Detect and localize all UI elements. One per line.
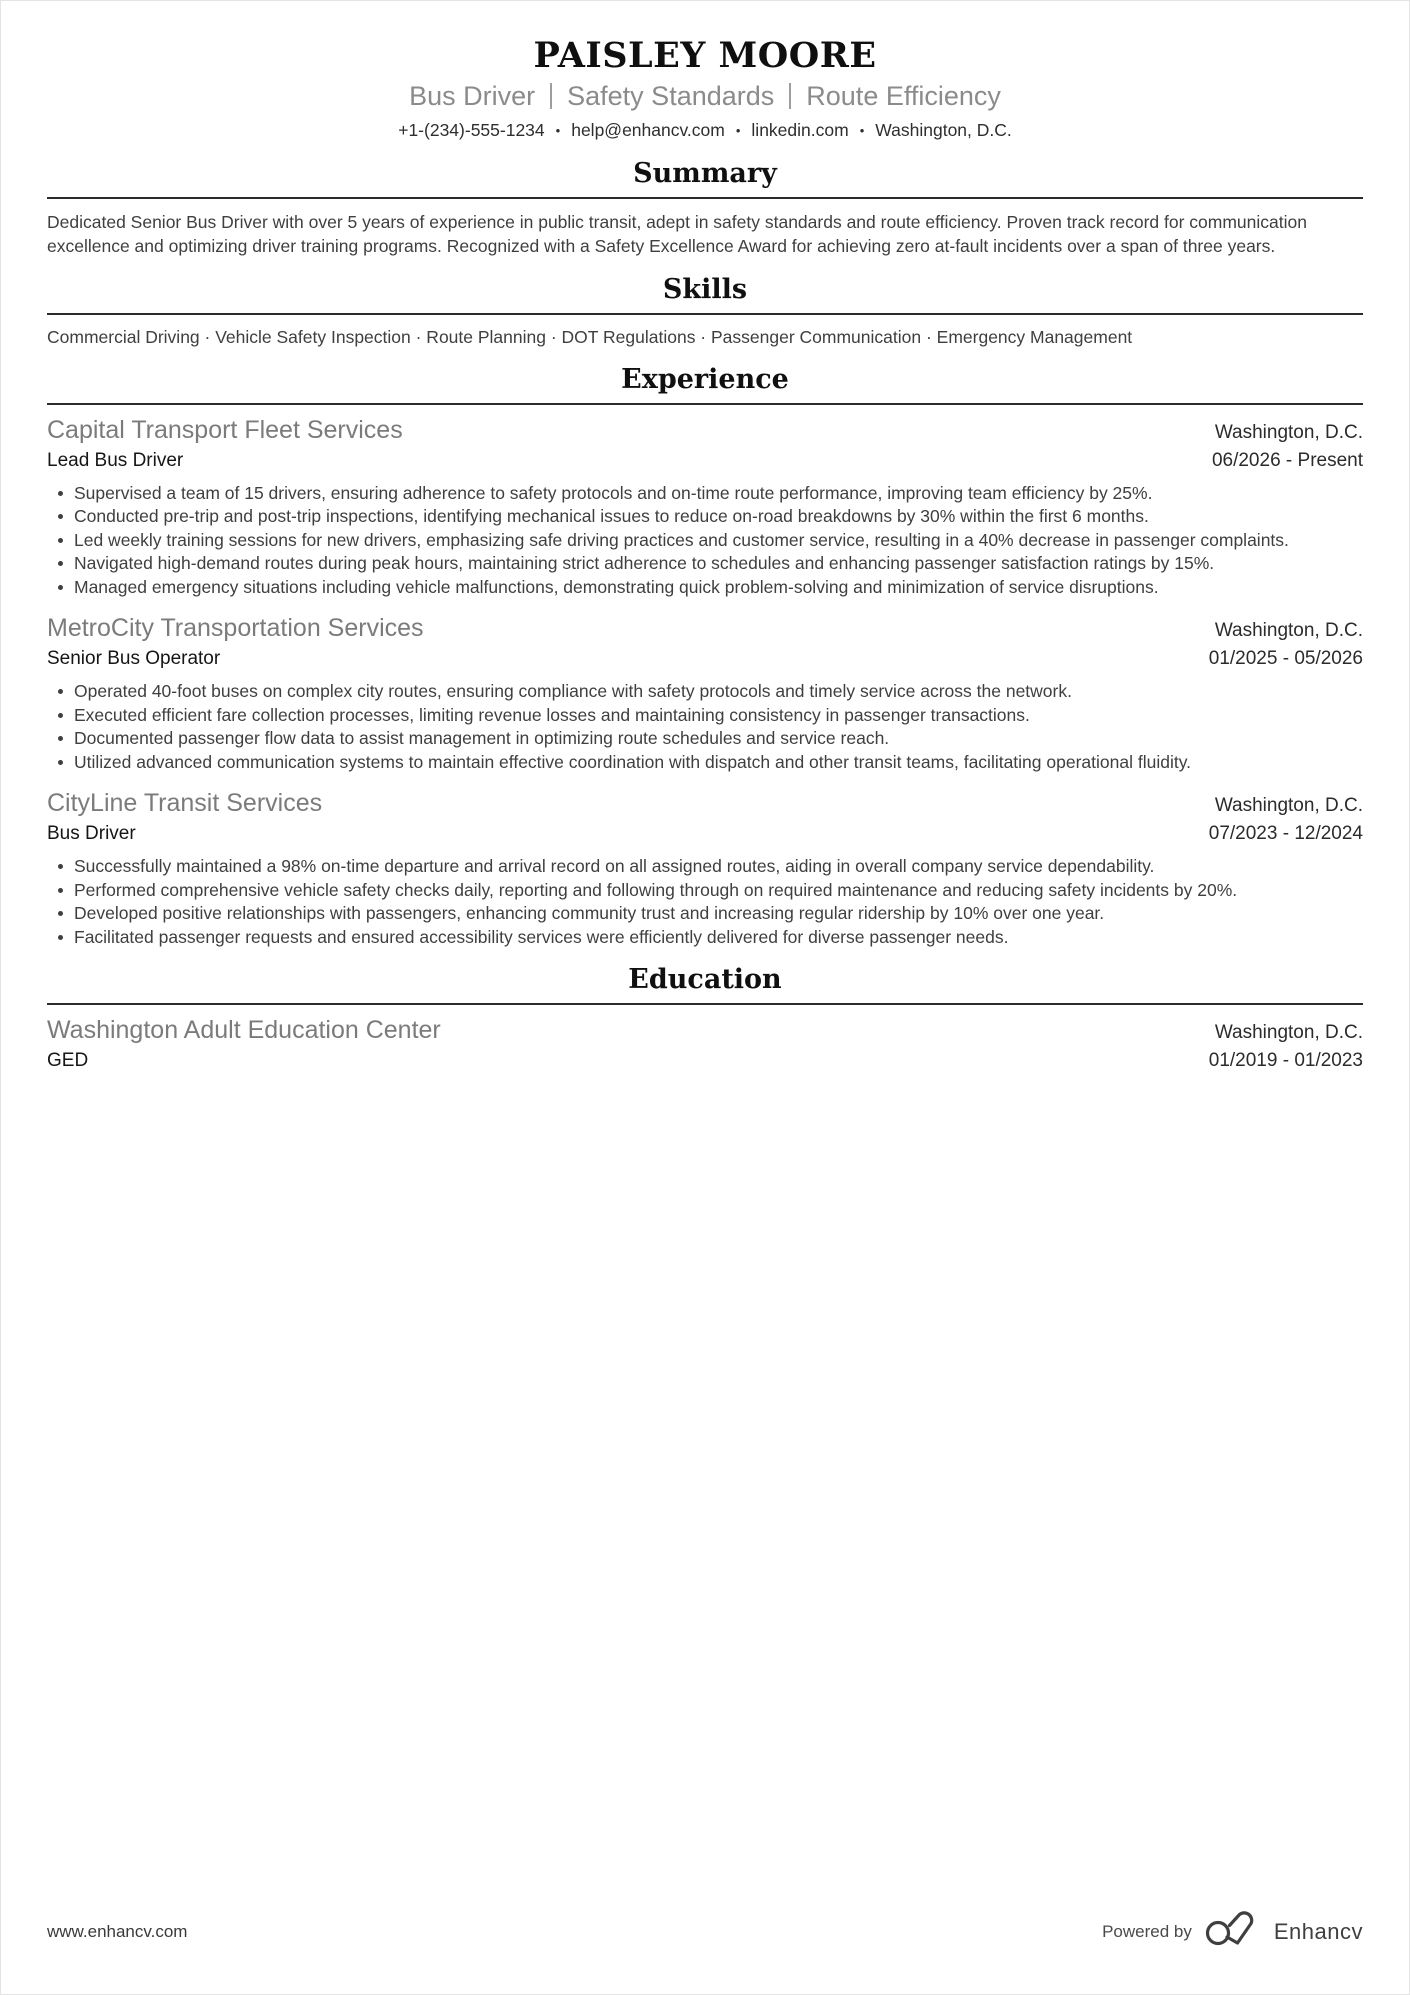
education-section-title: Education — [628, 964, 782, 996]
job-bullet: Conducted pre-trip and post-trip inspections, identifying mechanical issues to reduce on-road breakdowns by 30% within the first 6 months. — [47, 505, 1363, 529]
job-dates: 07/2023 - 12/2024 — [1208, 823, 1363, 845]
candidate-name: PAISLEY MOORE — [533, 35, 877, 76]
job-location: Washington, D.C. — [1214, 795, 1363, 817]
section-divider — [47, 197, 1363, 199]
school-location: Washington, D.C. — [1214, 1022, 1363, 1044]
job-title: Lead Bus Driver — [47, 449, 184, 471]
job-title: Bus Driver — [47, 823, 136, 845]
school-name: Washington Adult Education Center — [47, 1016, 441, 1045]
job-bullet-list — [47, 482, 1363, 600]
title-part: Bus Driver — [409, 81, 536, 111]
company-name: CityLine Transit Services — [47, 789, 323, 818]
job-bullet-list — [47, 855, 1363, 949]
job-dates: 01/2025 - 05/2026 — [1208, 648, 1363, 670]
phone-number: +1-(234)-555-1234 — [398, 120, 545, 140]
section-divider — [47, 403, 1363, 405]
experience-entry — [47, 788, 1363, 949]
enhancv-brand-name[interactable]: Enhancv — [1273, 1918, 1363, 1944]
job-bullet: Utilized advanced communication systems to maintain effective coordination with dispatch and other transit teams, facilitating operational fluidity. — [47, 751, 1363, 775]
job-bullet: Developed positive relationships with passengers, enhancing community trust and increasing regular ridership by 10% over one year. — [47, 902, 1363, 926]
location-text: • Washington, D.C. — [849, 120, 1012, 140]
summary-section-title: Summary — [633, 158, 777, 189]
page-footer — [47, 1909, 1363, 1960]
title-part: Route Efficiency — [774, 81, 1001, 111]
job-bullet: Successfully maintained a 98% on-time departure and arrival record on all assigned routes, aiding in overall company service dependability. — [47, 855, 1363, 879]
job-bullet: Facilitated passenger requests and ensured accessibility services were efficiently delivered for diverse passenger needs. — [47, 926, 1363, 950]
title-part: Safety Standards — [535, 81, 774, 111]
skills-list: Commercial Driving · Vehicle Safety Inspection · Route Planning · DOT Regulations · Passenger Communication · Emergency Management — [47, 326, 1133, 347]
job-title: Senior Bus Operator — [47, 648, 221, 670]
education-entry — [47, 1015, 1363, 1074]
enhancv-website-link[interactable]: www.enhancv.com — [47, 1921, 188, 1941]
experience-section-title: Experience — [621, 363, 789, 395]
job-location: Washington, D.C. — [1214, 421, 1363, 443]
summary-paragraph: Dedicated Senior Bus Driver with over 5 years of experience in public transit, adept in safety standards and route efficiency. Proven track record for communication excellence and optimizing driver training programs. Recognized with a Safety Excellence Award for achieving zero at-fault incidents over a span of three years. — [47, 212, 1307, 257]
contact-line — [47, 118, 1363, 143]
company-name: MetroCity Transportation Services — [47, 614, 424, 643]
resume-page — [1, 1, 1409, 1994]
job-location: Washington, D.C. — [1214, 620, 1363, 642]
linkedin-link[interactable]: • linkedin.com — [725, 120, 849, 140]
experience-entry — [47, 415, 1363, 600]
job-bullet: Managed emergency situations including vehicle malfunctions, demonstrating quick problem-solving and minimization of service disruptions. — [47, 576, 1363, 600]
job-bullet: Led weekly training sessions for new drivers, emphasizing safe driving practices and customer service, resulting in a 40% decrease in passenger complaints. — [47, 529, 1363, 553]
education-dates: 01/2019 - 01/2023 — [1208, 1050, 1363, 1072]
job-bullet: Supervised a team of 15 drivers, ensuring adherence to safety protocols and on-time route performance, improving team efficiency by 25%. — [47, 482, 1363, 506]
section-divider — [47, 313, 1363, 315]
section-divider — [47, 1003, 1363, 1005]
candidate-title-line — [47, 79, 1363, 113]
job-bullet: Performed comprehensive vehicle safety checks daily, reporting and following through on required maintenance and reducing safety incidents by 20%. — [47, 879, 1363, 903]
job-dates: 06/2026 - Present — [1211, 449, 1363, 471]
job-bullet-list — [47, 680, 1363, 774]
enhancv-logo-icon[interactable] — [1204, 1909, 1262, 1954]
company-name: Capital Transport Fleet Services — [47, 415, 403, 444]
email-link[interactable]: • help@enhancv.com — [545, 120, 725, 140]
job-bullet: Operated 40-foot buses on complex city routes, ensuring compliance with safety protocols and timely service across the network. — [47, 680, 1363, 704]
resume-header — [47, 35, 1363, 143]
job-bullet: Documented passenger flow data to assist management in optimizing route schedules and service reach. — [47, 727, 1363, 751]
experience-entry — [47, 613, 1363, 774]
job-bullet: Navigated high-demand routes during peak hours, maintaining strict adherence to schedules and enhancing passenger satisfaction ratings by 15%. — [47, 552, 1363, 576]
skills-section-title: Skills — [662, 273, 748, 305]
job-bullet: Executed efficient fare collection processes, limiting revenue losses and maintaining consistency in passenger transactions. — [47, 704, 1363, 728]
powered-by-label: Powered by — [1102, 1921, 1192, 1941]
degree-name: GED — [47, 1050, 89, 1072]
